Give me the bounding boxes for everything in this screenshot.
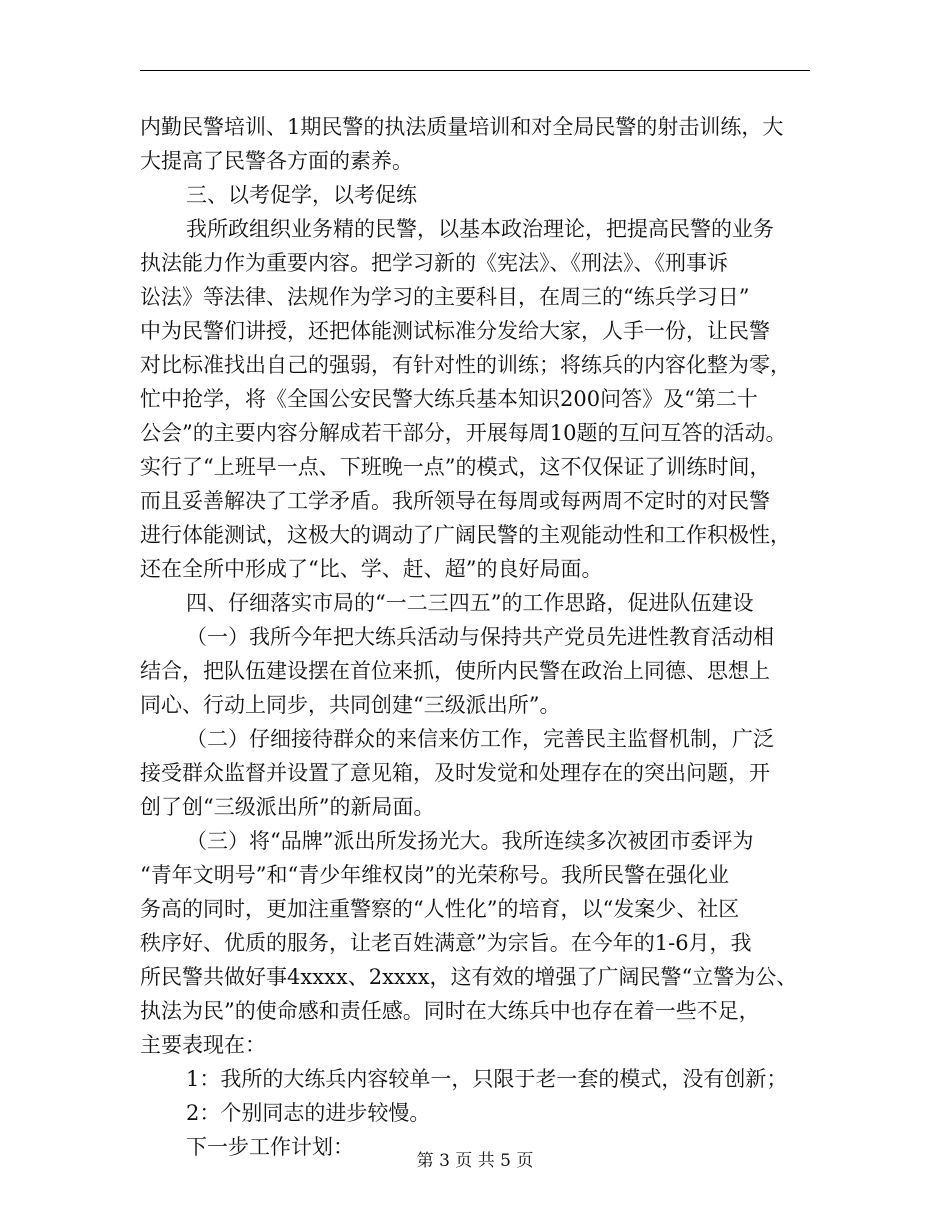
text-line-5: 执法能力作为重要内容。把学习新的《宪法》、《刑法》、《刑事诉 <box>140 251 728 275</box>
next-plan-heading: 下一步工作计划： <box>186 1135 354 1159</box>
text-line-7: 中为民警们讲授，还把体能测试标准分发给大家，人手一份，让民警 <box>140 319 770 343</box>
text-line-27: 执法为民”的使命感和责任感。同时在大练兵中也存在着一些不足， <box>140 999 760 1023</box>
text-line-8: 对比标准找出自己的强弱，有针对性的训练；将练兵的内容化整为零， <box>140 353 791 377</box>
text-line-28: 主要表现在： <box>140 1033 266 1057</box>
header-rule <box>140 70 810 71</box>
text-line-17: 结合，把队伍建设摆在首位来抓，使所内民警在政治上同德、思想上 <box>140 659 770 683</box>
text-line-24: 务高的同时，更加注重警察的“人性化”的培育，以“发案少、社区 <box>140 897 740 921</box>
text-line-20: 接受群众监督并设置了意见箱，及时发觉和处理存在的突出问题，开 <box>140 761 770 785</box>
text-line-1: 内勤民警培训、1期民警的执法质量培训和对全局民警的射击训练，大 <box>140 115 784 139</box>
list-item-2: 2：个别同志的进步较慢。 <box>186 1101 431 1125</box>
text-line-22: （三）将“品牌”派出所发扬光大。我所连续多次被团市委评为 <box>186 829 754 853</box>
list-item-1: 1：我所的大练兵内容较单一，只限于老一套的模式，没有创新； <box>186 1067 788 1091</box>
text-line-12: 而且妥善解决了工学矛盾。我所领导在每周或每两周不定时的对民警 <box>140 489 770 513</box>
text-line-6: 讼法》等法律、法规作为学习的主要科目，在周三的“练兵学习日” <box>140 285 750 309</box>
text-line-14: 还在全所中形成了“比、学、赶、超”的良好局面。 <box>140 557 603 581</box>
text-line-21: 创了创“三级派出所”的新局面。 <box>140 795 435 819</box>
text-line-4: 我所政组织业务精的民警，以基本政治理论，把提高民警的业务 <box>186 217 774 241</box>
text-line-26: 所民警共做好事4xxxx、2xxxx，这有效的增强了广阔民警“立警为公、 <box>140 965 798 989</box>
text-line-23: “青年文明号”和“青少年维权岗”的光荣称号。我所民警在强化业 <box>140 863 729 887</box>
text-line-13: 进行体能测试，这极大的调动了广阔民警的主观能动性和工作积极性， <box>140 523 791 547</box>
section-heading-4: 四、仔细落实市局的“一二三四五”的工作思路，促进队伍建设 <box>186 591 754 615</box>
text-line-9: 忙中抢学，将《全国公安民警大练兵基本知识200问答》及“第二十 <box>140 387 758 411</box>
text-line-16: （一）我所今年把大练兵活动与保持共产党员先进性教育活动相 <box>186 625 774 649</box>
text-line-11: 实行了“上班早一点、下班晚一点”的模式，这不仅保证了训练时间， <box>140 455 771 479</box>
text-line-25: 秩序好、优质的服务，让老百姓满意”为宗旨。在今年的1-6月，我 <box>140 931 752 955</box>
section-heading-3: 三、以考促学，以考促练 <box>186 183 417 207</box>
page-number-footer: 第 3 页 共 5 页 <box>416 1151 534 1171</box>
text-line-2: 大提高了民警各方面的素养。 <box>140 149 413 173</box>
text-line-10: 公会”的主要内容分解成若干部分，开展每周10题的互问互答的活动。 <box>140 421 787 445</box>
text-line-19: （二）仔细接待群众的来信来仿工作，完善民主监督机制，广泛 <box>186 727 774 751</box>
text-line-18: 同心、行动上同步，共同创建“三级派出所”。 <box>140 693 561 717</box>
